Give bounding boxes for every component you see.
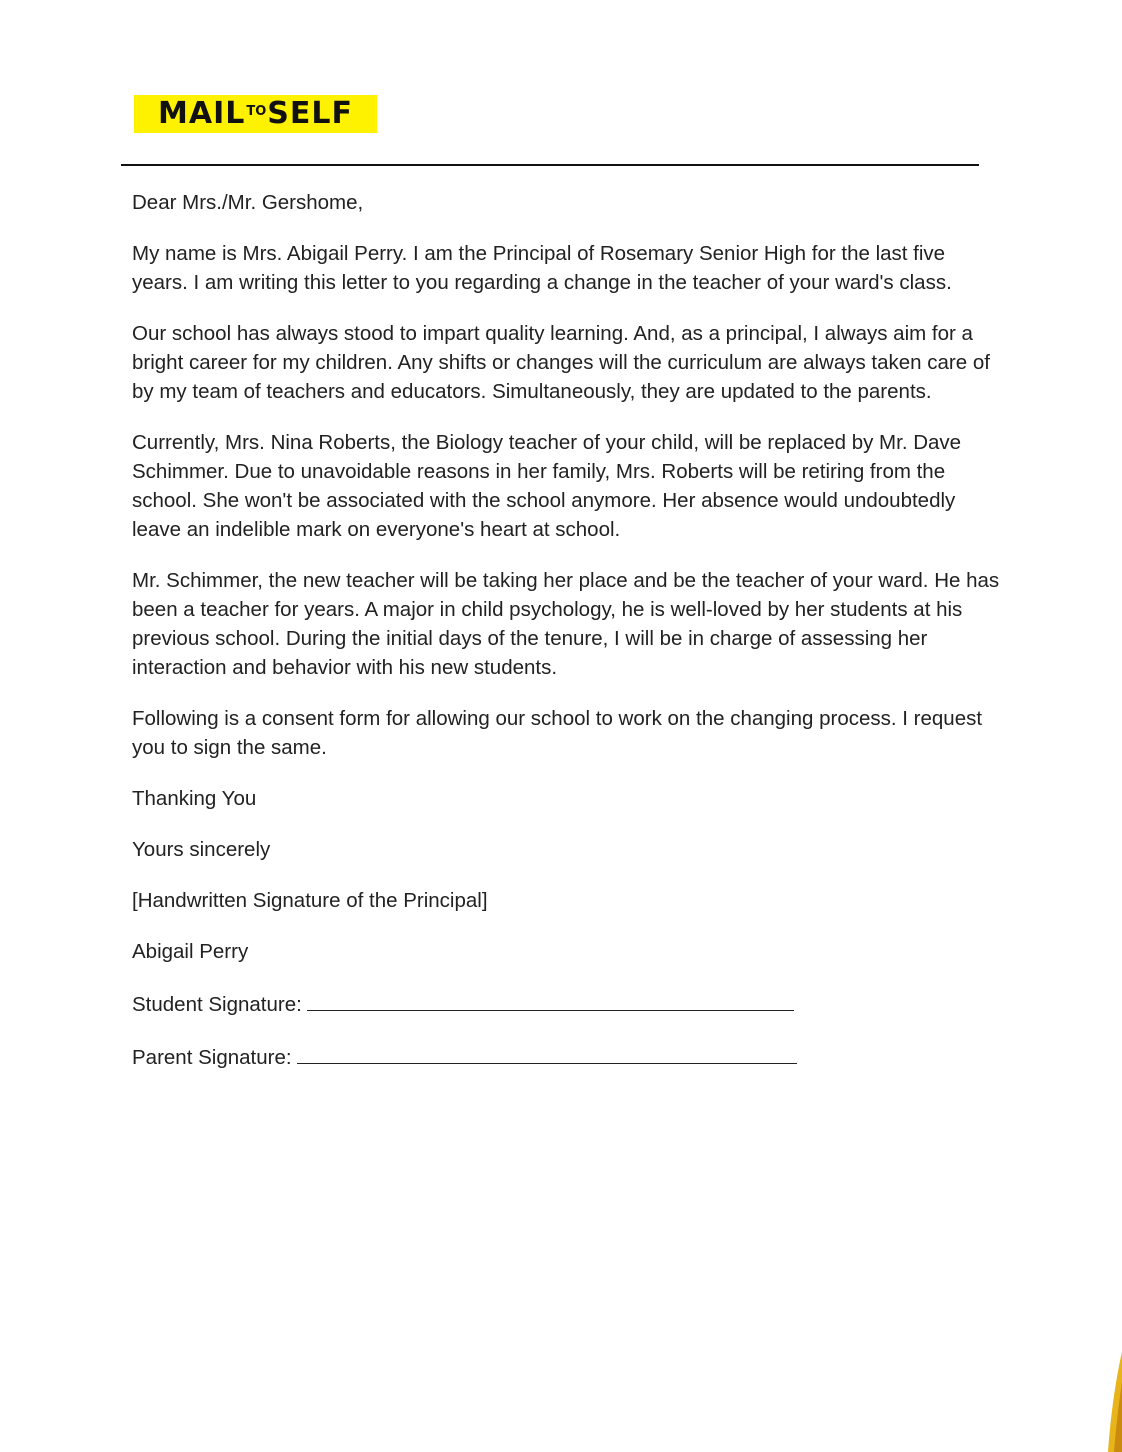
logo-text-to: TO bbox=[246, 104, 267, 119]
logo-text-mail: MAIL bbox=[158, 96, 246, 131]
signature-placeholder: [Handwritten Signature of the Principal] bbox=[132, 889, 488, 912]
parent-signature-row bbox=[132, 1041, 1002, 1072]
logo-text bbox=[158, 96, 353, 131]
student-signature-line[interactable] bbox=[307, 988, 794, 1011]
paragraph-intro: My name is Mrs. Abigail Perry. I am the Principal of Rosemary Senior High for the last five years. I am writing this letter to you regarding a change in the teacher of your ward's class. bbox=[132, 242, 952, 294]
thanks-line: Thanking You bbox=[132, 787, 257, 810]
paragraph-replacement: Currently, Mrs. Nina Roberts, the Biology teacher of your child, will be replaced by Mr. Dave Schimmer. Due to unavoidable reasons in her family, Mrs. Roberts will be retiring from the school. She won't be associated with the school anymore. Her absence would undoubtedly leave an indelible mark on everyone's heart at school. bbox=[132, 431, 962, 541]
paragraph-school: Our school has always stood to impart quality learning. And, as a principal, I always aim for a bright career for my children. Any shifts or changes will the curriculum are always taken care of by my team of teachers and educators. Simultaneously, they are updated to the parents. bbox=[132, 322, 990, 403]
parent-signature-line[interactable] bbox=[297, 1041, 797, 1064]
paragraph-consent: Following is a consent form for allowing our school to work on the changing process. I request you to sign the same. bbox=[132, 707, 983, 759]
salutation: Dear Mrs./Mr. Gershome, bbox=[132, 191, 364, 214]
mail-to-self-logo bbox=[134, 95, 377, 133]
logo-text-self: SELF bbox=[267, 96, 353, 131]
closing-line: Yours sincerely bbox=[132, 838, 271, 861]
paragraph-new-teacher: Mr. Schimmer, the new teacher will be taking her place and be the teacher of your ward. He has been a teacher for years. A major in child psychology, he is well-loved by her students at his previous school. During the initial days of the tenure, I will be in charge of assessing her interaction and behavior with his new students. bbox=[132, 569, 1000, 679]
student-signature-row bbox=[132, 988, 1002, 1019]
letter-body bbox=[132, 188, 1002, 1094]
student-signature-label: Student Signature: bbox=[132, 993, 302, 1016]
parent-signature-label: Parent Signature: bbox=[132, 1046, 292, 1069]
header-divider bbox=[121, 164, 979, 166]
corner-decoration bbox=[1102, 1352, 1122, 1452]
signer-name: Abigail Perry bbox=[132, 940, 249, 963]
